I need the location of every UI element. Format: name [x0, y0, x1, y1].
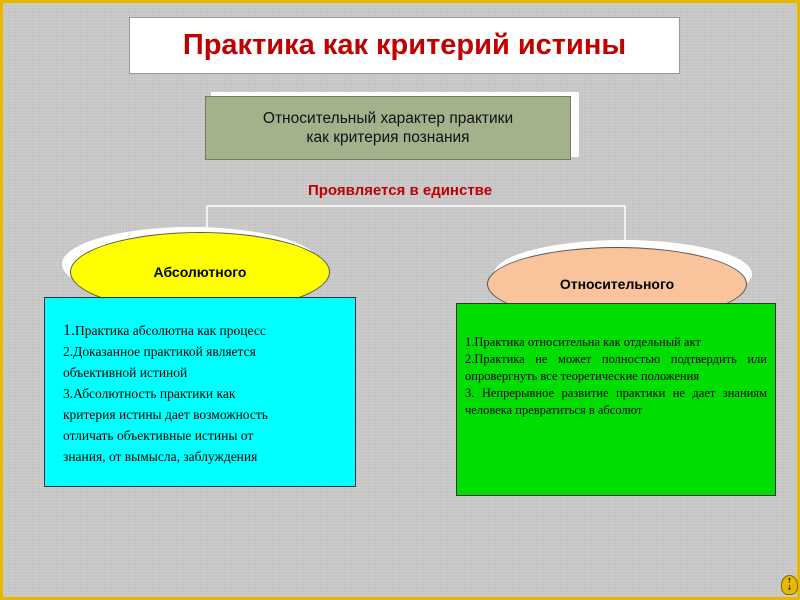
absolute-box — [44, 297, 356, 487]
relative-item: 3. Непрерывное развитие практики не дает знаниям человека превратиться в абсолют — [465, 386, 767, 417]
absolute-item — [63, 320, 347, 341]
absolute-item-number: 1. — [63, 322, 75, 339]
connector-label: Проявляется в единстве — [307, 182, 493, 199]
central-line-1: Относительный характер практики — [262, 110, 514, 127]
relative-item: 2.Практика не может полностью подтвердить или опровергнуть все теоретические положения — [465, 352, 767, 383]
slide-title-text: Практика как критерий истины — [182, 29, 627, 61]
absolute-item: знания, от вымысла, заблуждения — [63, 449, 258, 464]
relative-item: 1.Практика относительна как отдельный акт — [465, 335, 701, 349]
absolute-item: 3.Абсолютность практики как — [63, 386, 236, 401]
absolute-item: 2.Доказанное практикой является — [63, 344, 256, 359]
central-line-2: как критерия познания — [306, 129, 470, 146]
absolute-item: критерия истины дает возможность — [63, 407, 268, 422]
absolute-item-text: Практика абсолютна как процесс — [75, 323, 266, 338]
absolute-item: отличать объективные истины от — [63, 428, 254, 443]
absolute-item: объективной истиной — [63, 365, 188, 380]
navigation-icon[interactable]: ↑ ↓ — [781, 575, 798, 595]
relative-box — [456, 303, 776, 496]
relative-label: Относительного — [559, 276, 675, 292]
absolute-label: Абсолютного — [153, 264, 247, 280]
